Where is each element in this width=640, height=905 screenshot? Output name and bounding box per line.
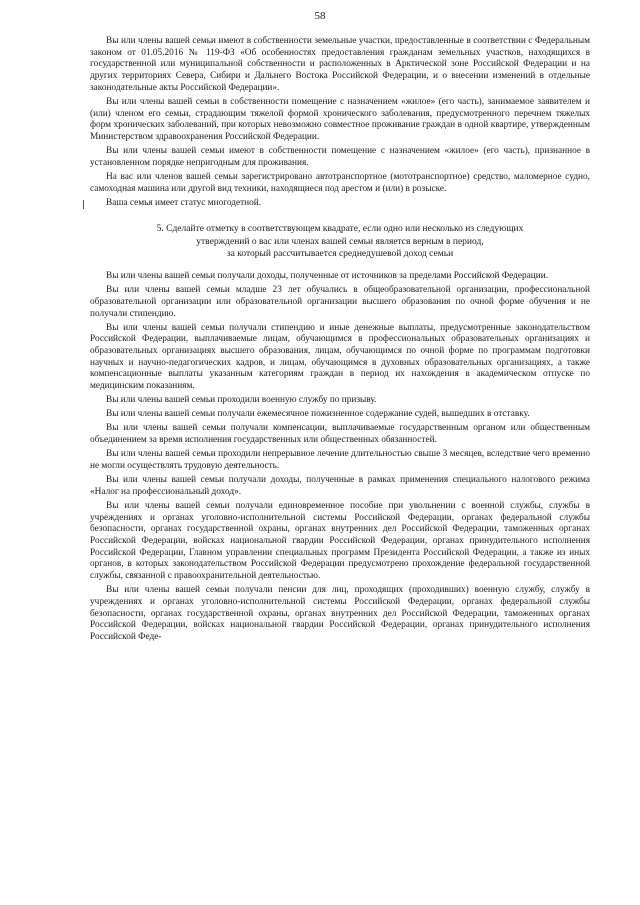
statement-housing-unfit: Вы или члены вашей семьи имеют в собственности помещение с назначением «жилое» (его часть), признанное в установленном порядке непригодным для проживания. [90, 146, 590, 168]
statement-self-employed-income: Вы или члены вашей семьи получали доходы, полученные в рамках применения специального налогового режима «Налог на профессиональный доход». [90, 475, 590, 497]
statement-large-family: Ваша семья имеет статус многодетной. [90, 198, 590, 210]
document-body [90, 36, 590, 646]
statement-military-conscription: Вы или члены вашей семьи проходили военную службу по призыву. [106, 395, 377, 406]
statement-public-duty-compensation: Вы или члены вашей семьи получали компенсации, выплачиваемые государственным органом или общественным объединением за время исполнения государственных или общественных обязанностей. [90, 423, 590, 446]
section-5-heading-line-1: 5. Сделайте отметку в соответствующем квадрате, если одно или несколько из следующих [156, 224, 524, 235]
statement-vehicle-arrest: На вас или членов вашей семьи зарегистрировано автотранспортное (мототранспортное) средство, маломерное судно, самоходная машина или другой вид техники, находящиеся под арестом и (или) в розыске. [90, 171, 590, 194]
section-5-heading [90, 223, 590, 260]
statement-housing-chronic-illness: Вы или члены вашей семьи в собственности помещение с назначением «жилое» (его часть), занимаемое заявителем и (или) членом его семьи, страдающим тяжелой формой хронического заболевания, предусмотренного перечнем тяжелых форм хронических заболеваний, при которых невозможно совместное проживание граждан в одной квартире, утвержденным Министерством здравоохранения Российской Федерации. [90, 96, 590, 143]
statement-student-no-stipend: Вы или члены вашей семьи младше 23 лет обучались в общеобразовательной организации, профессиональной образовательной организации или образовательной организации высшего образования по очной форме обучения и не получали стипендию. [90, 285, 590, 319]
statement-long-treatment: Вы или члены вашей семьи проходили непрерывное лечение длительностью свыше 3 месяцев, вследствие чего временно не могли осуществлять трудовую деятельность. [90, 449, 590, 471]
statement-service-pension: Вы или члены вашей семьи получали пенсии для лиц, проходящих (проходивших) военную службу, службу в учреждениях и органах уголовно-исполнительной системы Российской Федерации, органах федеральной службы безопасности, органах государственной охраны, органах внутренних дел Российской Федерации, таможенных органах Российской Федерации, войсках национальной гвардии Российской Федерации, органах принудительного исполнения Российской Феде- [90, 585, 590, 642]
statement-dismissal-allowance: Вы или члены вашей семьи получали единовременное пособие при увольнении с военной службы, службы в учреждениях и органах уголовно-исполнительной системы Российской Федерации, органах федеральной службы безопасности, органах государственной охраны, органах внутренних дел Российской Федерации, таможенных органах Российской Федерации, войсках национальной гвардии Российской Федерации, органах принудительного исполнения Российской Федерации, Главном управлении специальных программ Президента Российской Федерации, а также из иных органов, в которых законодательством Российской Федерации предусмотрено прохождение федеральной государственной службы, связанной с правоохранительной деятельностью. [90, 500, 590, 582]
statements-part-2 [90, 271, 590, 644]
statement-land-arctic: Вы или члены вашей семьи имеют в собственности земельные участки, предоставленные в соответствии с Федеральным законом от 01.05.2016 № 119-ФЗ «Об особенностях предоставления гражданам земельных участков, находящихся в государственной или муниципальной собственности и расположенных в Арктической зоне Российской Федерации и на других территориях Севера, Сибири и Дальнего Востока Российской Федерации, и о внесении изменений в отдельные законодательные акты Российской Федерации». [90, 36, 590, 93]
section-5-heading-line-2: утверждений о вас или членах вашей семьи является верным в период, [196, 236, 484, 247]
statements-part-1 [90, 36, 590, 209]
statement-judge-allowance: Вы или члены вашей семьи получали ежемесячное пожизненное содержание судей, вышедших в отставку. [106, 409, 530, 420]
statement-stipend: Вы или члены вашей семьи получали стипендию и иные денежные выплаты, предусмотренные законодательством Российской Федерации, выплачиваемые лицам, обучающимся в профессиональных образовательных организациях и образовательных организациях высшего образования, лицам, обучающимся по очной форме по программам подготовки научных и научно-педагогических кадров, и лицам, обучающимся в духовных образовательных организациях, а также компенсационные выплаты указанным категориям граждан в период их нахождения в академическом отпуске по медицинским показаниям. [90, 322, 590, 392]
page-number: 58 [314, 10, 326, 22]
statement-foreign-income: Вы или члены вашей семьи получали доходы, полученные от источников за пределами Российской Федерации. [106, 271, 549, 282]
section-5-heading-line-3: за который рассчитывается среднедушевой доход семьи [226, 248, 454, 259]
